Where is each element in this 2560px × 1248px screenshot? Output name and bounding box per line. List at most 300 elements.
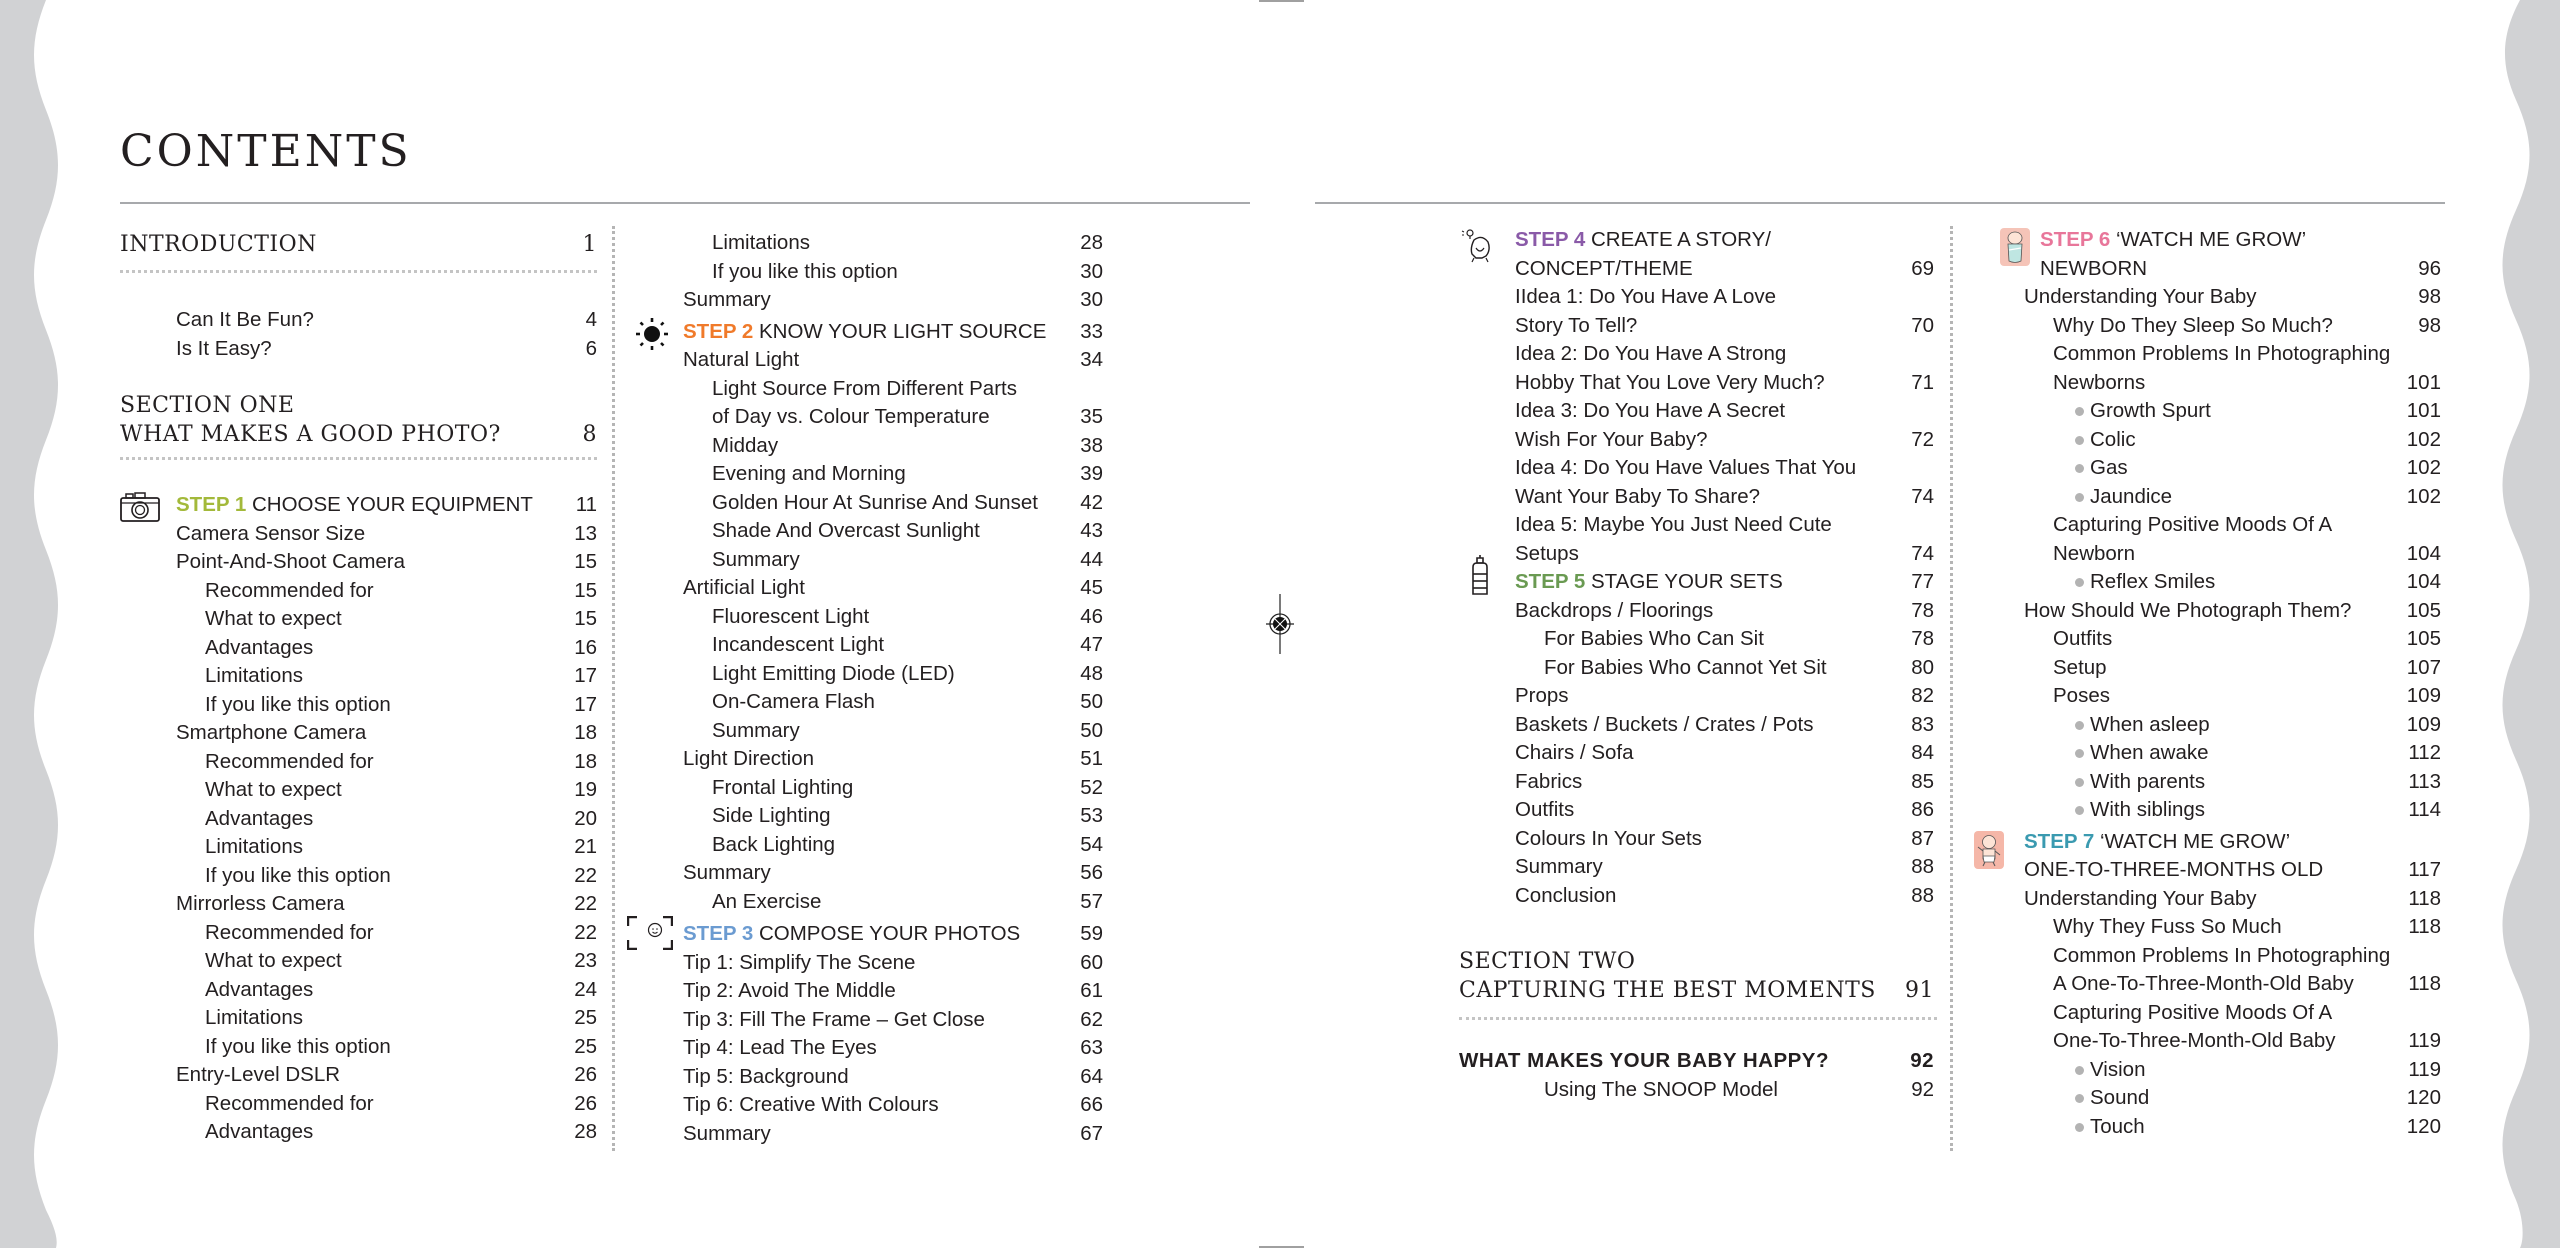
toc-entry[interactable] [1515,483,1934,512]
toc-entry[interactable] [683,1063,1103,1092]
entry-title-wrap [205,1090,374,1119]
toc-entry[interactable] [2024,970,2441,999]
entry-page: 26 [574,1091,597,1115]
entry-title: Light Direction [683,747,815,770]
page-title: CONTENTS [120,126,412,177]
entry-title: Recommended for [205,749,374,773]
toc-entry[interactable] [1515,426,1934,455]
entry-title: Tip 2: Avoid The Middle [683,979,896,1002]
entry-title: Recommended for [205,920,374,944]
toc-entry-step-4-line2[interactable] [1515,255,1934,284]
entry-title-wrap [2075,796,2205,825]
entry-page: 117 [2408,858,2441,881]
page-edge-wave-right [2490,0,2560,1248]
toc-entry[interactable] [683,745,1103,774]
entry-title: Camera Sensor Size [176,521,366,545]
entry-title: Golden Hour At Sunrise And Sunset [712,490,1038,514]
entry-title-wrap [712,717,800,746]
toc-entry[interactable] [2024,312,2441,341]
toc-entry[interactable] [2024,885,2441,914]
toc-entry-section-two[interactable] [1459,976,1934,1005]
toc-entry[interactable] [683,460,1103,489]
entry-title-wrap [2075,739,2209,768]
section-divider [1459,1017,1937,1020]
entry-title: An Exercise [712,889,822,913]
entry-title: Artificial Light [683,576,805,599]
toc-entry[interactable] [120,605,597,634]
toc-entry-step-3[interactable] [683,920,1103,949]
entry-title: Idea 4: Do You Have Values That You [1515,456,1857,479]
toc-entry-step-1[interactable] [120,491,597,520]
entry-title: Limitations [712,231,810,254]
entry-page: 15 [574,578,597,602]
entry-page: 118 [2408,886,2441,910]
entry-title-wrap [205,947,342,976]
entry-title-wrap [712,460,906,489]
entry-title-wrap [2053,625,2112,654]
toc-entry[interactable] [120,1061,597,1090]
entry-page: 80 [1911,655,1934,679]
toc-entry[interactable] [2024,568,2441,597]
title-rule-left [120,202,1250,204]
entry-page: 109 [2406,712,2441,736]
entry-title: Can It Be Fun? [176,308,314,331]
toc-entry[interactable] [1515,654,1934,683]
toc-entry[interactable] [2024,426,2441,455]
entry-page: 104 [2406,541,2441,565]
entry-page: 119 [2408,1057,2441,1081]
section-label: SECTION TWO [1459,949,1636,974]
toc-entry[interactable] [683,603,1103,632]
toc-entry[interactable] [683,660,1103,689]
entry-title-wrap [712,688,875,717]
toc-entry-step-7-line2[interactable] [2024,856,2441,885]
toc-entry[interactable] [683,888,1103,917]
entry-title-wrap [2075,711,2210,740]
toc-entry[interactable] [683,1006,1103,1035]
toc-entry[interactable] [2024,597,2441,626]
toc-entry[interactable] [2024,999,2441,1028]
toc-entry[interactable] [2024,283,2441,312]
toc-entry[interactable] [120,577,597,606]
toc-entry[interactable] [683,375,1103,404]
toc-entry[interactable] [120,748,597,777]
bullet-icon [2075,1123,2084,1132]
entry-title-wrap [1515,454,1856,483]
entry-page: 105 [2406,627,2441,650]
entry-page: 101 [2406,399,2441,422]
sun-icon [635,317,669,351]
step-title-continued: ONE-TO-THREE-MONTHS OLD [2024,858,2324,881]
toc-entry[interactable] [683,258,1103,287]
entry-title-wrap [1515,711,1814,740]
entry-title-wrap [205,691,391,720]
toc-entry[interactable] [2024,796,2441,825]
toc-entry[interactable] [2024,739,2441,768]
entry-title-wrap [683,286,771,315]
entry-page: 28 [574,1120,597,1143]
entry-title: Growth Spurt [2090,399,2211,422]
entry-page: 44 [1080,547,1103,571]
toc-entry[interactable] [1515,853,1934,882]
entry-title-wrap [205,1004,303,1033]
toc-entry[interactable] [1515,283,1934,312]
toc-entry[interactable] [683,631,1103,660]
entry-page: 8 [582,422,597,447]
entry-title: Jaundice [2090,484,2173,508]
bullet-icon [2075,749,2084,758]
entry-page: 84 [1911,741,1934,764]
toc-entry[interactable] [683,831,1103,860]
entry-page: 57 [1080,889,1103,913]
toc-entry[interactable] [1515,540,1934,569]
entry-title-wrap [2075,768,2205,797]
entry-title: On-Camera Flash [712,690,875,713]
toc-entry[interactable] [1515,796,1934,825]
toc-entry[interactable] [683,802,1103,831]
entry-title: Advantages [205,977,314,1001]
section-title: CAPTURING THE BEST MOMENTS [1459,978,1876,1003]
toc-entry[interactable] [2024,1027,2441,1056]
toc-entry[interactable] [1515,340,1934,369]
entry-title-wrap [1515,882,1616,911]
entry-title-wrap [2053,369,2145,398]
entry-title: IIdea 1: Do You Have A Love [1515,285,1777,308]
entry-title: Newborn [2053,541,2136,565]
entry-title-wrap [1515,483,1760,512]
toc-entry[interactable] [2024,768,2441,797]
toc-entry[interactable] [2024,369,2441,398]
toc-entry[interactable] [2024,682,2441,711]
entry-page: 118 [2408,972,2441,995]
entry-title-wrap [2075,426,2136,455]
entry-title: Light Source From Different Parts [712,376,1017,400]
entry-title-wrap [683,346,799,375]
toc-entry[interactable] [2024,711,2441,740]
entry-page: 22 [574,920,597,944]
toc-entry[interactable] [683,774,1103,803]
toc-entry[interactable] [2024,1056,2441,1085]
toc-entry[interactable] [120,947,597,976]
entry-page: 6 [585,336,597,360]
toc-entry-introduction[interactable] [120,230,597,260]
toc-entry[interactable] [120,691,597,720]
entry-title-wrap [683,1006,985,1035]
entry-title-wrap [712,229,810,258]
toc-entry[interactable] [1515,397,1934,426]
toc-entry[interactable] [2024,483,2441,512]
toc-entry[interactable] [683,949,1103,978]
entry-title-wrap [176,335,272,364]
entry-page: 114 [2408,798,2441,821]
entry-title: Fluorescent Light [712,604,870,628]
entry-title: Outfits [1515,798,1575,821]
entry-title: What to expect [205,949,342,972]
toc-entry[interactable] [2024,625,2441,654]
entry-page: 86 [1911,798,1934,821]
entry-title-wrap [2053,654,2107,683]
entry-title: If you like this option [205,692,391,716]
entry-title-wrap [2075,454,2128,483]
entry-title-wrap [1515,283,1776,312]
entry-title-wrap [176,1061,340,1090]
entry-title: If you like this option [712,259,898,283]
section-divider [120,270,597,273]
entry-title-wrap [205,776,342,805]
toc-entry[interactable] [120,548,597,577]
idea-baby-icon [1460,228,1496,264]
entry-title: Newborns [2053,370,2146,394]
entry-title-wrap [712,660,955,689]
bullet-icon [2075,464,2084,473]
toc-entry[interactable] [683,489,1103,518]
toc-entry[interactable] [1515,739,1934,768]
entry-page: 92 [1910,1049,1934,1072]
entry-title: WHAT MAKES YOUR BABY HAPPY? [1459,1049,1829,1072]
toc-entry[interactable] [1515,312,1934,341]
entry-title-wrap [176,719,366,748]
toc-entry[interactable] [120,890,597,919]
toc-entry[interactable] [1515,711,1934,740]
entry-title: Understanding Your Baby [2024,285,2257,308]
entry-page: 102 [2406,456,2441,479]
entry-title-wrap [1515,511,1832,540]
toc-entry[interactable] [120,1033,597,1062]
toc-entry[interactable] [1515,511,1934,540]
title-rule-right [1315,202,2445,204]
entry-title: Side Lighting [712,804,831,827]
entry-title: A One-To-Three-Month-Old Baby [2053,972,2354,995]
toc-entry[interactable] [683,688,1103,717]
entry-title-wrap [2053,340,2390,369]
section-title: WHAT MAKES A GOOD PHOTO? [120,422,501,447]
toc-entry[interactable] [1515,597,1934,626]
toc-entry[interactable] [683,286,1103,315]
entry-page: 47 [1080,633,1103,656]
entry-title: Why Do They Sleep So Much? [2053,313,2333,337]
entry-title: Idea 5: Maybe You Just Need Cute [1515,513,1832,536]
entry-page: 92 [1911,1077,1934,1101]
entry-page: 96 [2418,256,2441,280]
entry-title: Summary [683,288,771,311]
entry-title: Why They Fuss So Much [2053,915,2282,938]
entry-title: Limitations [205,664,303,687]
step-title: STAGE YOUR SETS [1590,570,1783,593]
entry-page: 18 [574,749,597,773]
toc-entry[interactable] [2024,1084,2441,1113]
toc-entry[interactable] [683,1120,1103,1149]
entry-page: 109 [2406,684,2441,707]
entry-page: 35 [1080,405,1103,428]
entry-title: Colic [2090,427,2136,451]
toc-entry[interactable] [2024,397,2441,426]
toc-entry[interactable] [120,634,597,663]
entry-title-wrap [683,949,915,978]
toc-column-1 [120,230,597,1147]
toc-entry[interactable] [1515,454,1934,483]
entry-page: 104 [2406,570,2441,593]
entry-title: Tip 3: Fill The Frame – Get Close [683,1007,985,1031]
toc-entry[interactable] [1515,369,1934,398]
entry-title: Vision [2090,1057,2146,1081]
entry-title: Summary [712,547,800,571]
entry-title: If you like this option [205,863,391,887]
toc-entry[interactable] [120,1118,597,1147]
entry-title: Tip 4: Lead The Eyes [683,1036,877,1059]
entry-title: Evening and Morning [712,462,906,485]
entry-title-wrap [712,489,1038,518]
entry-page: 102 [2406,484,2441,508]
entry-page: 23 [574,949,597,972]
entry-page: 17 [574,692,597,716]
entry-page: 77 [1911,570,1934,593]
toc-entry-step-5[interactable] [1515,568,1934,597]
entry-page: 98 [2418,285,2441,308]
entry-title: Chairs / Sofa [1515,741,1634,764]
toc-entry[interactable] [683,229,1103,258]
entry-title: Frontal Lighting [712,775,854,799]
toc-entry[interactable] [2024,340,2441,369]
entry-page: 54 [1080,832,1103,856]
toc-entry[interactable] [1515,625,1934,654]
step-title: COMPOSE YOUR PHOTOS [758,922,1021,945]
entry-title: Shade And Overcast Sunlight [712,519,980,542]
step-title-continued: CONCEPT/THEME [1515,256,1693,280]
toc-entry-happy[interactable] [1459,1047,1934,1076]
toc-entry[interactable] [120,805,597,834]
entry-title: Reflex Smiles [2090,570,2216,593]
step-title: ‘WATCH ME GROW’ [2099,829,2291,853]
entry-page: 66 [1080,1093,1103,1116]
toc-entry-step-7[interactable] [2024,828,2441,857]
toc-entry[interactable] [683,1034,1103,1063]
toc-entry[interactable] [120,719,597,748]
entry-page: 62 [1080,1007,1103,1031]
entry-title-wrap [683,977,896,1006]
toc-entry-step-6[interactable] [2024,226,2441,255]
entry-page: 71 [1911,370,1934,394]
toc-entry[interactable] [2024,942,2441,971]
entry-title: Back Lighting [712,832,836,856]
toc-entry[interactable] [1515,682,1934,711]
entry-title: Want Your Baby To Share? [1515,484,1761,508]
entry-title: For Babies Who Cannot Yet Sit [1544,655,1827,679]
entry-title: Understanding Your Baby [2024,886,2257,910]
toc-entry[interactable] [683,432,1103,461]
entry-title-wrap [205,1033,391,1062]
entry-page: 16 [574,635,597,659]
entry-title-wrap [712,603,869,632]
entry-title-wrap [1515,768,1582,797]
entry-title-wrap [1515,597,1713,626]
toc-entry[interactable] [120,862,597,891]
entry-title-wrap [683,1091,939,1120]
section-divider [120,457,597,460]
toc-entry[interactable] [1459,1076,1934,1105]
entry-title-wrap [176,548,405,577]
entry-title-wrap [205,862,391,891]
entry-title-wrap [205,577,374,606]
toc-entry[interactable] [2024,654,2441,683]
entry-title: Summary [1515,855,1603,878]
entry-title-wrap [2075,483,2172,512]
entry-title: Point-And-Shoot Camera [176,550,406,573]
toc-entry[interactable] [120,1090,597,1119]
toc-entry[interactable] [2024,1113,2441,1142]
toc-entry[interactable] [2024,913,2441,942]
entry-title-wrap [712,258,898,287]
toc-entry[interactable] [683,346,1103,375]
entry-title: Backdrops / Floorings [1515,598,1714,622]
toc-entry[interactable] [683,574,1103,603]
entry-title-wrap [2075,1084,2149,1113]
entry-page: 74 [1911,541,1934,565]
entry-page: 61 [1080,979,1103,1002]
toc-entry[interactable] [1515,825,1934,854]
toc-entry[interactable] [683,977,1103,1006]
toc-entry[interactable] [1515,768,1934,797]
entry-page: 56 [1080,861,1103,884]
entry-title: Setup [2053,655,2107,679]
toc-entry[interactable] [120,306,597,335]
toc-entry-step-6-line2[interactable] [2024,255,2441,284]
toc-entry-step-2[interactable] [683,318,1103,347]
toc-entry[interactable] [2024,454,2441,483]
entry-page: 4 [585,308,597,331]
section-label: SECTION ONE [120,393,295,418]
entry-title-wrap [683,1063,849,1092]
toc-entry[interactable] [120,1004,597,1033]
entry-title-wrap [2053,682,2110,711]
entry-title-wrap [176,890,345,919]
entry-page: 33 [1080,319,1103,343]
entry-page: 11 [575,493,597,516]
toc-entry[interactable] [683,403,1103,432]
toc-entry[interactable] [120,976,597,1005]
toc-entry[interactable] [1515,882,1934,911]
entry-title-wrap [2075,568,2215,597]
entry-title: With parents [2090,769,2206,793]
page-edge-wave-left [0,0,70,1248]
entry-title-wrap [2053,511,2332,540]
toc-entry[interactable] [683,546,1103,575]
toc-entry[interactable] [120,833,597,862]
entry-title: One-To-Three-Month-Old Baby [2053,1029,2336,1052]
toc-entry[interactable] [120,776,597,805]
toc-entry[interactable] [683,1091,1103,1120]
entry-title-wrap [683,1120,771,1149]
toddler-baby-icon [1974,831,2004,869]
toc-entry-section-one[interactable] [120,420,597,449]
toc-entry[interactable] [2024,540,2441,569]
toc-entry-step-4[interactable] [1515,226,1934,255]
entry-title: Outfits [2053,627,2113,650]
toc-entry[interactable] [683,517,1103,546]
entry-title: Summary [683,1121,771,1145]
toc-entry[interactable] [120,919,597,948]
toc-entry[interactable] [120,335,597,364]
toc-entry[interactable] [2024,511,2441,540]
camera-icon [120,492,160,522]
toc-entry[interactable] [683,717,1103,746]
entry-title: Natural Light [683,348,800,371]
entry-title-wrap [712,517,980,546]
toc-entry[interactable] [120,662,597,691]
toc-column-2 [683,229,1103,1148]
entry-page: 88 [1911,855,1934,878]
toc-entry[interactable] [683,859,1103,888]
toc-entry[interactable] [120,520,597,549]
